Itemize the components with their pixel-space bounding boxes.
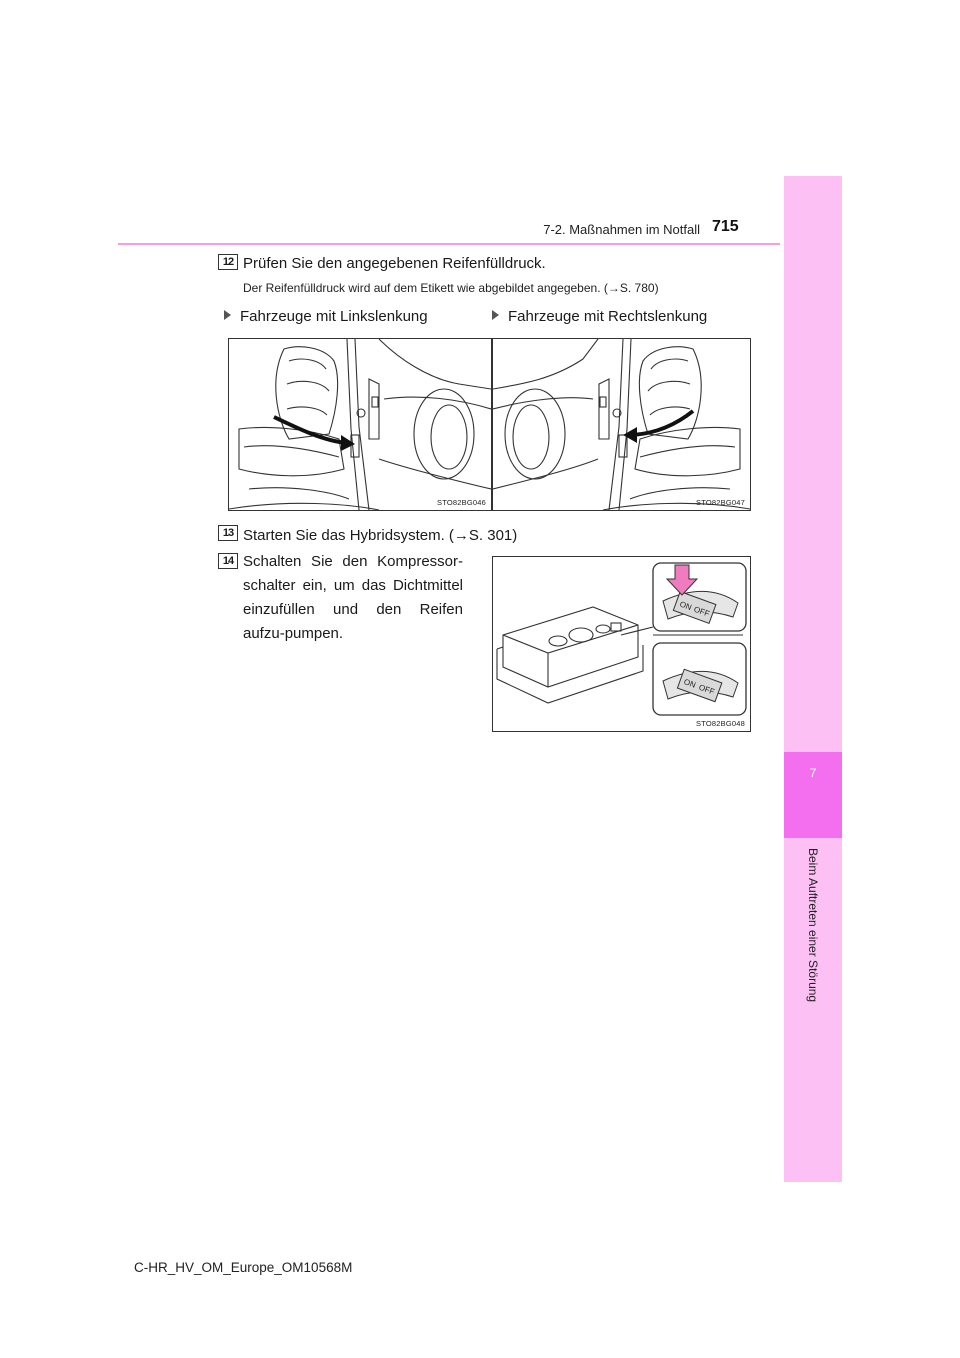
compressor-illustration: [493, 557, 750, 731]
door-pillar-illustration: [493, 339, 750, 510]
figure-door-label-lhd: [228, 338, 492, 511]
step-instruction: Starten Sie das Hybridsystem. (→S. 301): [243, 527, 518, 544]
switch-off-label: OFF: [697, 682, 716, 697]
step-number-badge: 14: [218, 553, 238, 569]
bullet-triangle-icon: [224, 310, 231, 320]
section-title: 7-2. Maßnahmen im Notfall: [543, 222, 700, 237]
chapter-title-vertical: [787, 848, 839, 1058]
switch-off-label: OFF: [692, 604, 711, 619]
figure-code: STO82BG047: [696, 498, 745, 507]
chapter-number: 7: [809, 766, 817, 780]
figure-code: STO82BG048: [696, 719, 745, 728]
document-code: C-HR_HV_OM_Europe_OM10568M: [134, 1260, 353, 1275]
step-number-badge: 12: [218, 254, 238, 270]
figure-door-label-rhd: [492, 338, 751, 511]
switch-on-label: ON: [682, 677, 697, 690]
step-instruction: Schalten Sie den Kompressor-schalter ein, um das Dichtmittel einzufüllen und den Reifen aufzu-pumpen.: [243, 553, 463, 642]
figure-compressor-switch: [492, 556, 751, 732]
variant-label-lhd: Fahrzeuge mit Linkslenkung: [224, 308, 428, 325]
variant-label-rhd: Fahrzeuge mit Rechtslenkung: [492, 308, 707, 325]
step-instruction: Prüfen Sie den angegebenen Reifenfülldruck.: [243, 255, 546, 272]
chapter-tab[interactable]: [784, 752, 842, 838]
bullet-triangle-icon: [492, 310, 499, 320]
page-number: 715: [712, 218, 739, 235]
step-note: Der Reifenfülldruck wird auf dem Etikett wie abgebildet angegeben. (→S. 780): [243, 281, 659, 295]
step-number-badge: 13: [218, 525, 238, 541]
figure-code: STO82BG046: [437, 498, 486, 507]
door-pillar-illustration: [229, 339, 491, 510]
chapter-title: Beim Auftreten einer Störung: [806, 848, 820, 1003]
header-rule: [118, 243, 780, 245]
switch-on-label: ON: [678, 599, 693, 613]
